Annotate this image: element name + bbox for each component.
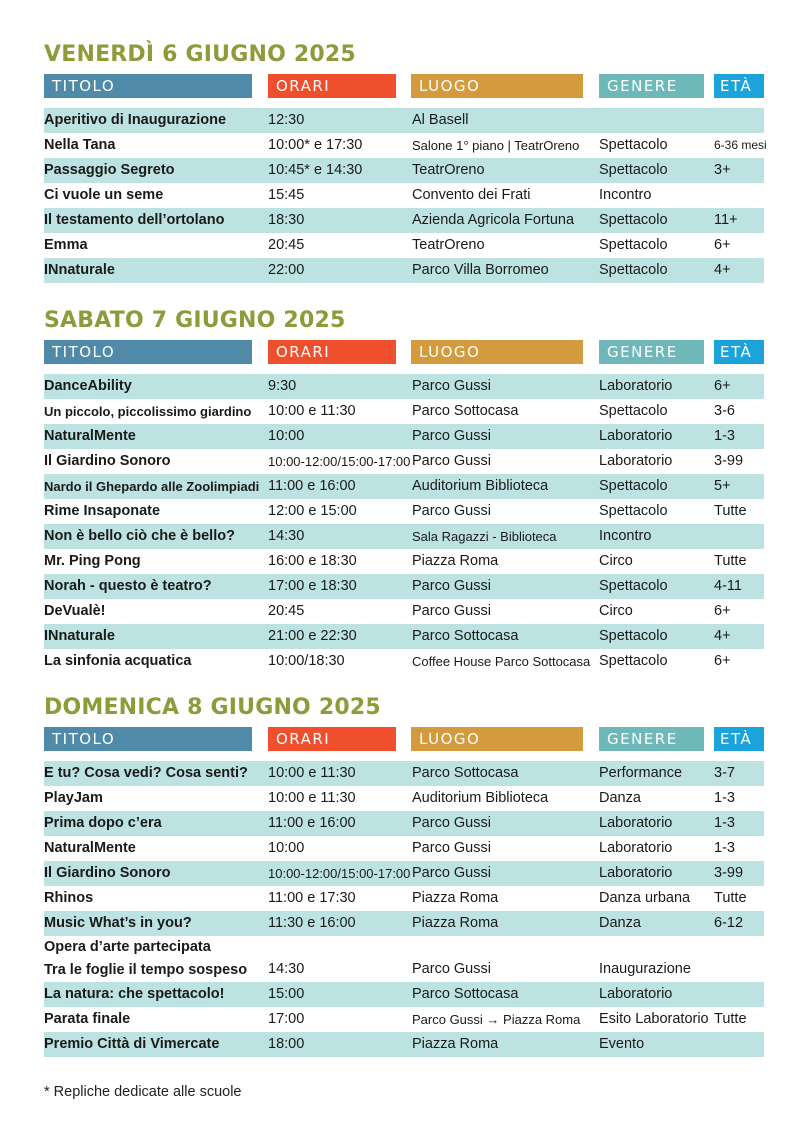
event-row [44,499,764,524]
event-age: Tutte [714,503,747,519]
event-location: Al Basell [412,112,469,128]
event-title: La natura: che spettacolo! [44,986,225,1002]
event-time: 10:00-12:00/15:00-17:00 [268,866,411,881]
event-genre: Spettacolo [599,403,668,419]
header-titolo: TITOLO [44,74,252,98]
event-row [44,982,764,1007]
event-location: Convento dei Frati [412,187,531,203]
event-genre: Spettacolo [599,237,668,253]
event-age: 3+ [714,162,731,178]
event-age: 4-11 [714,578,742,594]
event-time: 9:30 [268,378,297,394]
event-time: 10:00 e 11:30 [268,403,356,419]
header-eta: ETÀ [714,727,764,751]
event-title: Music What’s in you? [44,915,192,931]
event-title: Aperitivo di Inaugurazione [44,112,227,128]
event-title: Prima dopo c’era [44,815,162,831]
event-location: TeatrOreno [412,162,485,178]
event-age: 1-3 [714,840,735,856]
event-genre: Spettacolo [599,628,668,644]
event-row [44,133,767,158]
event-row [44,449,764,474]
event-location: Parco Gussi [412,378,491,394]
event-location: Parco Gussi [412,865,491,881]
table-header [44,74,764,98]
event-location: Parco Gussi [412,840,491,856]
event-time: 11:00 e 16:00 [268,815,356,831]
event-genre: Inaugurazione [599,961,691,977]
event-title: Non è bello ciò che è bello? [44,528,235,544]
event-time: 17:00 [268,1011,305,1027]
event-title: Il Giardino Sonoro [44,453,171,469]
day-title: DOMENICA 8 GIUGNO 2025 [44,695,381,720]
event-row [44,183,764,208]
header-genere: GENERE [599,340,704,364]
event-genre: Danza [599,915,641,931]
event-age: 5+ [714,478,731,494]
event-genre: Spettacolo [599,262,668,278]
event-title: DeVualè! [44,603,106,619]
event-genre: Laboratorio [599,428,673,444]
event-row [44,258,764,283]
event-row [44,599,764,624]
event-time: 10:00/18:30 [268,653,345,669]
table-header [44,340,764,364]
day-section-sabato [44,304,764,674]
event-row [44,761,764,786]
footnote: * Repliche dedicate alle scuole [44,1084,242,1100]
event-row [44,399,764,424]
event-genre: Danza urbana [599,890,691,906]
event-location: Piazza Roma [412,890,499,906]
event-location: Parco Gussi [412,503,491,519]
event-time: 18:00 [268,1036,305,1052]
event-title: Un piccolo, piccolissimo giardino [44,404,252,419]
event-row [44,624,764,649]
event-age: Tutte [714,553,747,569]
event-genre: Performance [599,765,683,781]
event-row [44,911,764,936]
event-row [44,374,764,399]
event-location: Parco Gussi [412,815,491,831]
event-title: Nella Tana [44,137,116,153]
event-genre: Evento [599,1036,645,1052]
event-title: Il Giardino Sonoro [44,865,171,881]
event-title: INnaturale [44,628,115,644]
event-age: 3-99 [714,865,744,881]
event-location: Parco Gussi [412,961,491,977]
event-time: 10:00 e 11:30 [268,765,356,781]
event-row [44,861,764,886]
event-title: PlayJam [44,790,103,806]
header-orari: ORARI [268,340,396,364]
event-age: 6-36 mesi [714,138,767,152]
event-location: Parco Sottocasa [412,628,519,644]
event-age: 3-99 [714,453,744,469]
event-time: 17:00 e 18:30 [268,578,357,594]
event-genre: Laboratorio [599,453,673,469]
event-row [44,208,764,233]
event-genre: Spettacolo [599,162,668,178]
day-title: VENERDÌ 6 GIUGNO 2025 [44,42,356,67]
event-time: 15:00 [268,986,305,1002]
event-location: Sala Ragazzi - Biblioteca [412,529,557,544]
header-genere: GENERE [599,727,704,751]
event-title: Nardo il Ghepardo alle Zoolimpiadi [44,479,260,494]
event-location: Parco Gussi [412,428,491,444]
event-genre: Laboratorio [599,815,673,831]
header-luogo: LUOGO [411,727,583,751]
event-genre: Spettacolo [599,137,668,153]
event-age: 6+ [714,378,731,394]
event-genre: Spettacolo [599,653,668,669]
event-title: Il testamento dell’ortolano [44,212,225,228]
event-genre: Spettacolo [599,578,668,594]
event-genre: Circo [599,553,633,569]
event-row [44,649,764,674]
header-luogo: LUOGO [411,74,583,98]
event-location: TeatrOreno [412,237,485,253]
event-genre: Spettacolo [599,478,668,494]
day-section-venerdi [44,38,767,283]
event-title: Norah - questo è teatro? [44,578,212,594]
event-genre: Laboratorio [599,378,673,394]
event-location: Piazza Roma [412,915,499,931]
event-row [44,524,764,549]
day-title: SABATO 7 GIUGNO 2025 [44,308,346,333]
event-time: 18:30 [268,212,305,228]
event-time: 11:00 e 16:00 [268,478,356,494]
event-title: Rhinos [44,890,94,906]
header-luogo: LUOGO [411,340,583,364]
event-time: 11:00 e 17:30 [268,890,356,906]
event-time: 11:30 e 16:00 [268,915,356,931]
event-age: 3-7 [714,765,735,781]
event-time: 10:45* e 14:30 [268,162,363,178]
event-row [44,108,764,133]
event-title: E tu? Cosa vedi? Cosa senti? [44,765,248,781]
event-time: 12:30 [268,112,305,128]
event-genre: Spettacolo [599,212,668,228]
event-location: Piazza Roma [412,553,499,569]
header-eta: ETÀ [714,340,764,364]
event-location: Parco Gussi [412,603,491,619]
event-time: 20:45 [268,603,305,619]
event-age: 6+ [714,237,731,253]
event-age: 1-3 [714,790,735,806]
event-time: 10:00 e 11:30 [268,790,356,806]
header-titolo: TITOLO [44,727,252,751]
event-time: 10:00 [268,840,305,856]
event-location: Parco Sottocasa [412,765,519,781]
event-location: Coffee House Parco Sottocasa [412,654,591,669]
event-time: 10:00 [268,428,305,444]
event-title: NaturalMente [44,428,136,444]
event-time: 10:00* e 17:30 [268,137,363,153]
event-genre: Danza [599,790,641,806]
event-age: 11+ [714,212,738,228]
event-location: Parco Villa Borromeo [412,262,549,278]
event-time: 12:00 e 15:00 [268,503,357,519]
event-age: Tutte [714,1011,747,1027]
event-age: 1-3 [714,428,735,444]
event-location: Piazza Roma [412,1036,499,1052]
event-time: 16:00 e 18:30 [268,553,357,569]
event-title: Passaggio Segreto [44,162,175,178]
event-row [44,836,764,861]
event-time: 21:00 e 22:30 [268,628,357,644]
event-age: Tutte [714,890,747,906]
event-row [44,574,764,599]
event-row [44,786,764,811]
event-location: Parco Gussi [412,453,491,469]
day-section-domenica [44,691,764,1057]
event-title: Ci vuole un seme [44,187,164,203]
event-row [44,549,764,574]
event-time: 14:30 [268,961,305,977]
event-age: 6+ [714,603,731,619]
event-age: 4+ [714,628,731,644]
header-genere: GENERE [599,74,704,98]
event-title: Premio Città di Vimercate [44,1036,220,1052]
event-time: 15:45 [268,187,305,203]
event-row [44,1032,764,1057]
header-eta: ETÀ [714,74,764,98]
event-location: Parco Gussi [412,578,491,594]
event-title: Mr. Ping Pong [44,553,141,569]
event-time: 10:00-12:00/15:00-17:00 [268,454,411,469]
event-title: Rime Insaponate [44,503,161,519]
event-age: 6+ [714,653,731,669]
event-title: NaturalMente [44,840,136,856]
event-genre: Laboratorio [599,865,673,881]
event-genre: Spettacolo [599,503,668,519]
event-time: 22:00 [268,262,305,278]
event-age: 1-3 [714,815,735,831]
event-title: Parata finale [44,1011,131,1027]
event-row [44,886,764,911]
event-genre: Laboratorio [599,986,673,1002]
events-table [44,108,767,283]
event-location: Auditorium Biblioteca [412,478,549,494]
event-title: Emma [44,237,88,253]
event-row [44,811,764,836]
event-row [44,233,764,258]
event-age: 4+ [714,262,731,278]
event-age: 3-6 [714,403,735,419]
event-title: DanceAbility [44,378,132,394]
header-titolo: TITOLO [44,340,252,364]
event-genre: Laboratorio [599,840,673,856]
events-table [44,761,764,1057]
event-age: 6-12 [714,915,744,931]
header-orari: ORARI [268,74,396,98]
event-location: Salone 1° piano | TeatrOreno [412,138,580,153]
event-title-line1: Opera d’arte partecipata [44,939,211,955]
event-location: Parco Gussi → Piazza Roma [412,1012,581,1027]
event-row [44,936,764,982]
event-title [44,936,247,982]
event-genre: Circo [599,603,633,619]
event-row [44,158,764,183]
event-time: 14:30 [268,528,305,544]
event-location: Azienda Agricola Fortuna [412,212,575,228]
event-genre: Incontro [599,187,652,203]
event-genre: Incontro [599,528,652,544]
events-table [44,374,764,674]
event-title: INnaturale [44,262,115,278]
event-location: Parco Sottocasa [412,403,519,419]
event-location: Parco Sottocasa [412,986,519,1002]
event-row [44,424,764,449]
event-row [44,1007,764,1032]
event-title: La sinfonia acquatica [44,653,192,669]
event-location: Auditorium Biblioteca [412,790,549,806]
header-orari: ORARI [268,727,396,751]
event-row [44,474,764,499]
table-header [44,727,764,751]
event-genre: Esito Laboratorio [599,1011,709,1027]
event-time: 20:45 [268,237,305,253]
event-title-line2: Tra le foglie il tempo sospeso [44,962,248,978]
